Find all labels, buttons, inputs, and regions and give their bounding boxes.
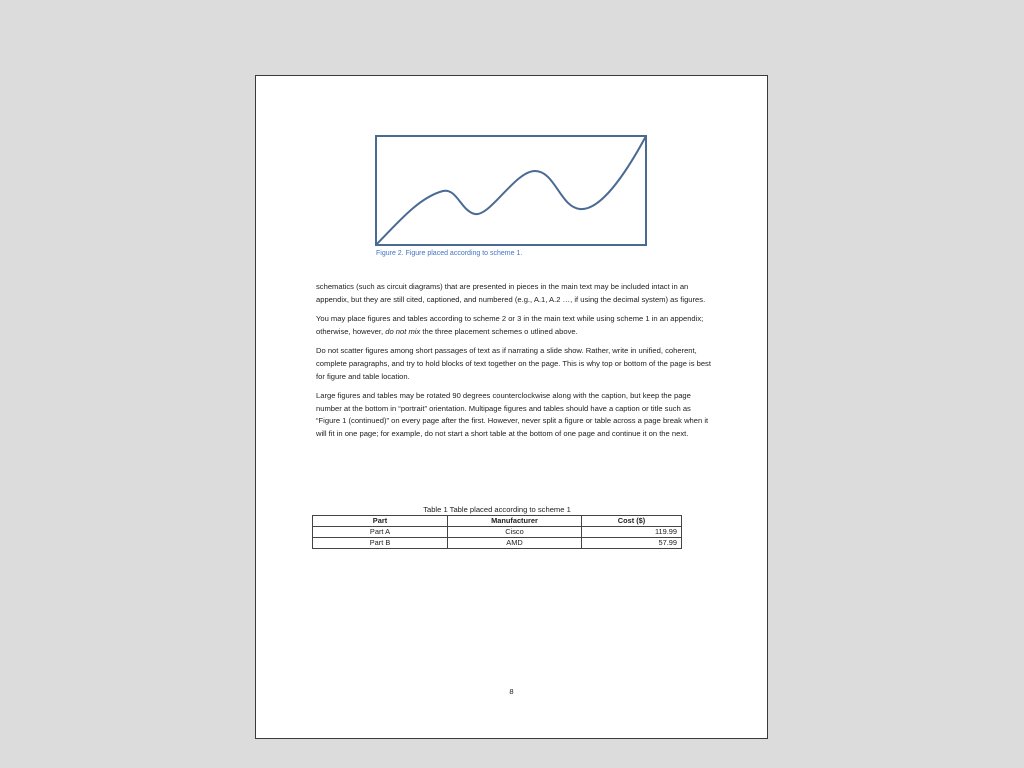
header-part: Part [313, 516, 448, 527]
body-text [316, 281, 712, 448]
table-header-row [313, 516, 682, 527]
cell-cost: 119.99 [582, 527, 682, 538]
cell-manufacturer: Cisco [448, 527, 582, 538]
parts-table [312, 515, 682, 549]
cell-manufacturer: AMD [448, 538, 582, 549]
page-number: 8 [509, 687, 514, 696]
table-row [313, 538, 682, 549]
paragraph-1: schematics (such as circuit diagrams) that are presented in pieces in the main text may be included intact in an appendix, but they are still cited, captioned, and numbered (e.g., A.1, A.2 …, if using the decimal system) as figures. [316, 282, 706, 304]
document-page [255, 75, 768, 739]
header-cost: Cost ($) [582, 516, 682, 527]
cell-part: Part A [313, 527, 448, 538]
paragraph-2-start: You may place figures and tables according to scheme 2 or 3 in the main text while using scheme 1 in an appendix; otherwise, however, [316, 314, 704, 336]
figure-2-graphic [375, 135, 647, 246]
table-caption: Table 1 Table placed according to scheme 1 [423, 505, 571, 514]
paragraph-4: Large figures and tables may be rotated 90 degrees counterclockwise along with the caption, but keep the page number at the bottom in “portrait” orientation. Multipage figures and tables should have a caption or title such as “Figure 1 (continued)” on every page after the first. However, never split a figure or table across a page break when it will fit in one page; for example, do not start a short table at the bottom of one page and continue it on the next. [316, 391, 709, 438]
header-manufacturer: Manufacturer [448, 516, 582, 527]
figure-caption: Figure 2. Figure placed according to scheme 1. [376, 250, 523, 257]
cell-cost: 57.99 [582, 538, 682, 549]
paragraph-3: Do not scatter figures among short passages of text as if narrating a slide show. Rather, write in unified, coherent, complete paragraphs, and try to hold blocks of text together on the page. This is why top or bottom of the page is best for figure and table location. [316, 346, 711, 381]
paragraph-2-emphasis: do not mix [385, 326, 421, 336]
figure-2 [375, 135, 647, 246]
table-row [313, 527, 682, 538]
figure-curve [376, 136, 646, 245]
paragraph-2 [316, 313, 712, 338]
figure-frame [376, 136, 646, 245]
paragraph-2-end: the three placement schemes o utlined above. [420, 326, 578, 336]
cell-part: Part B [313, 538, 448, 549]
